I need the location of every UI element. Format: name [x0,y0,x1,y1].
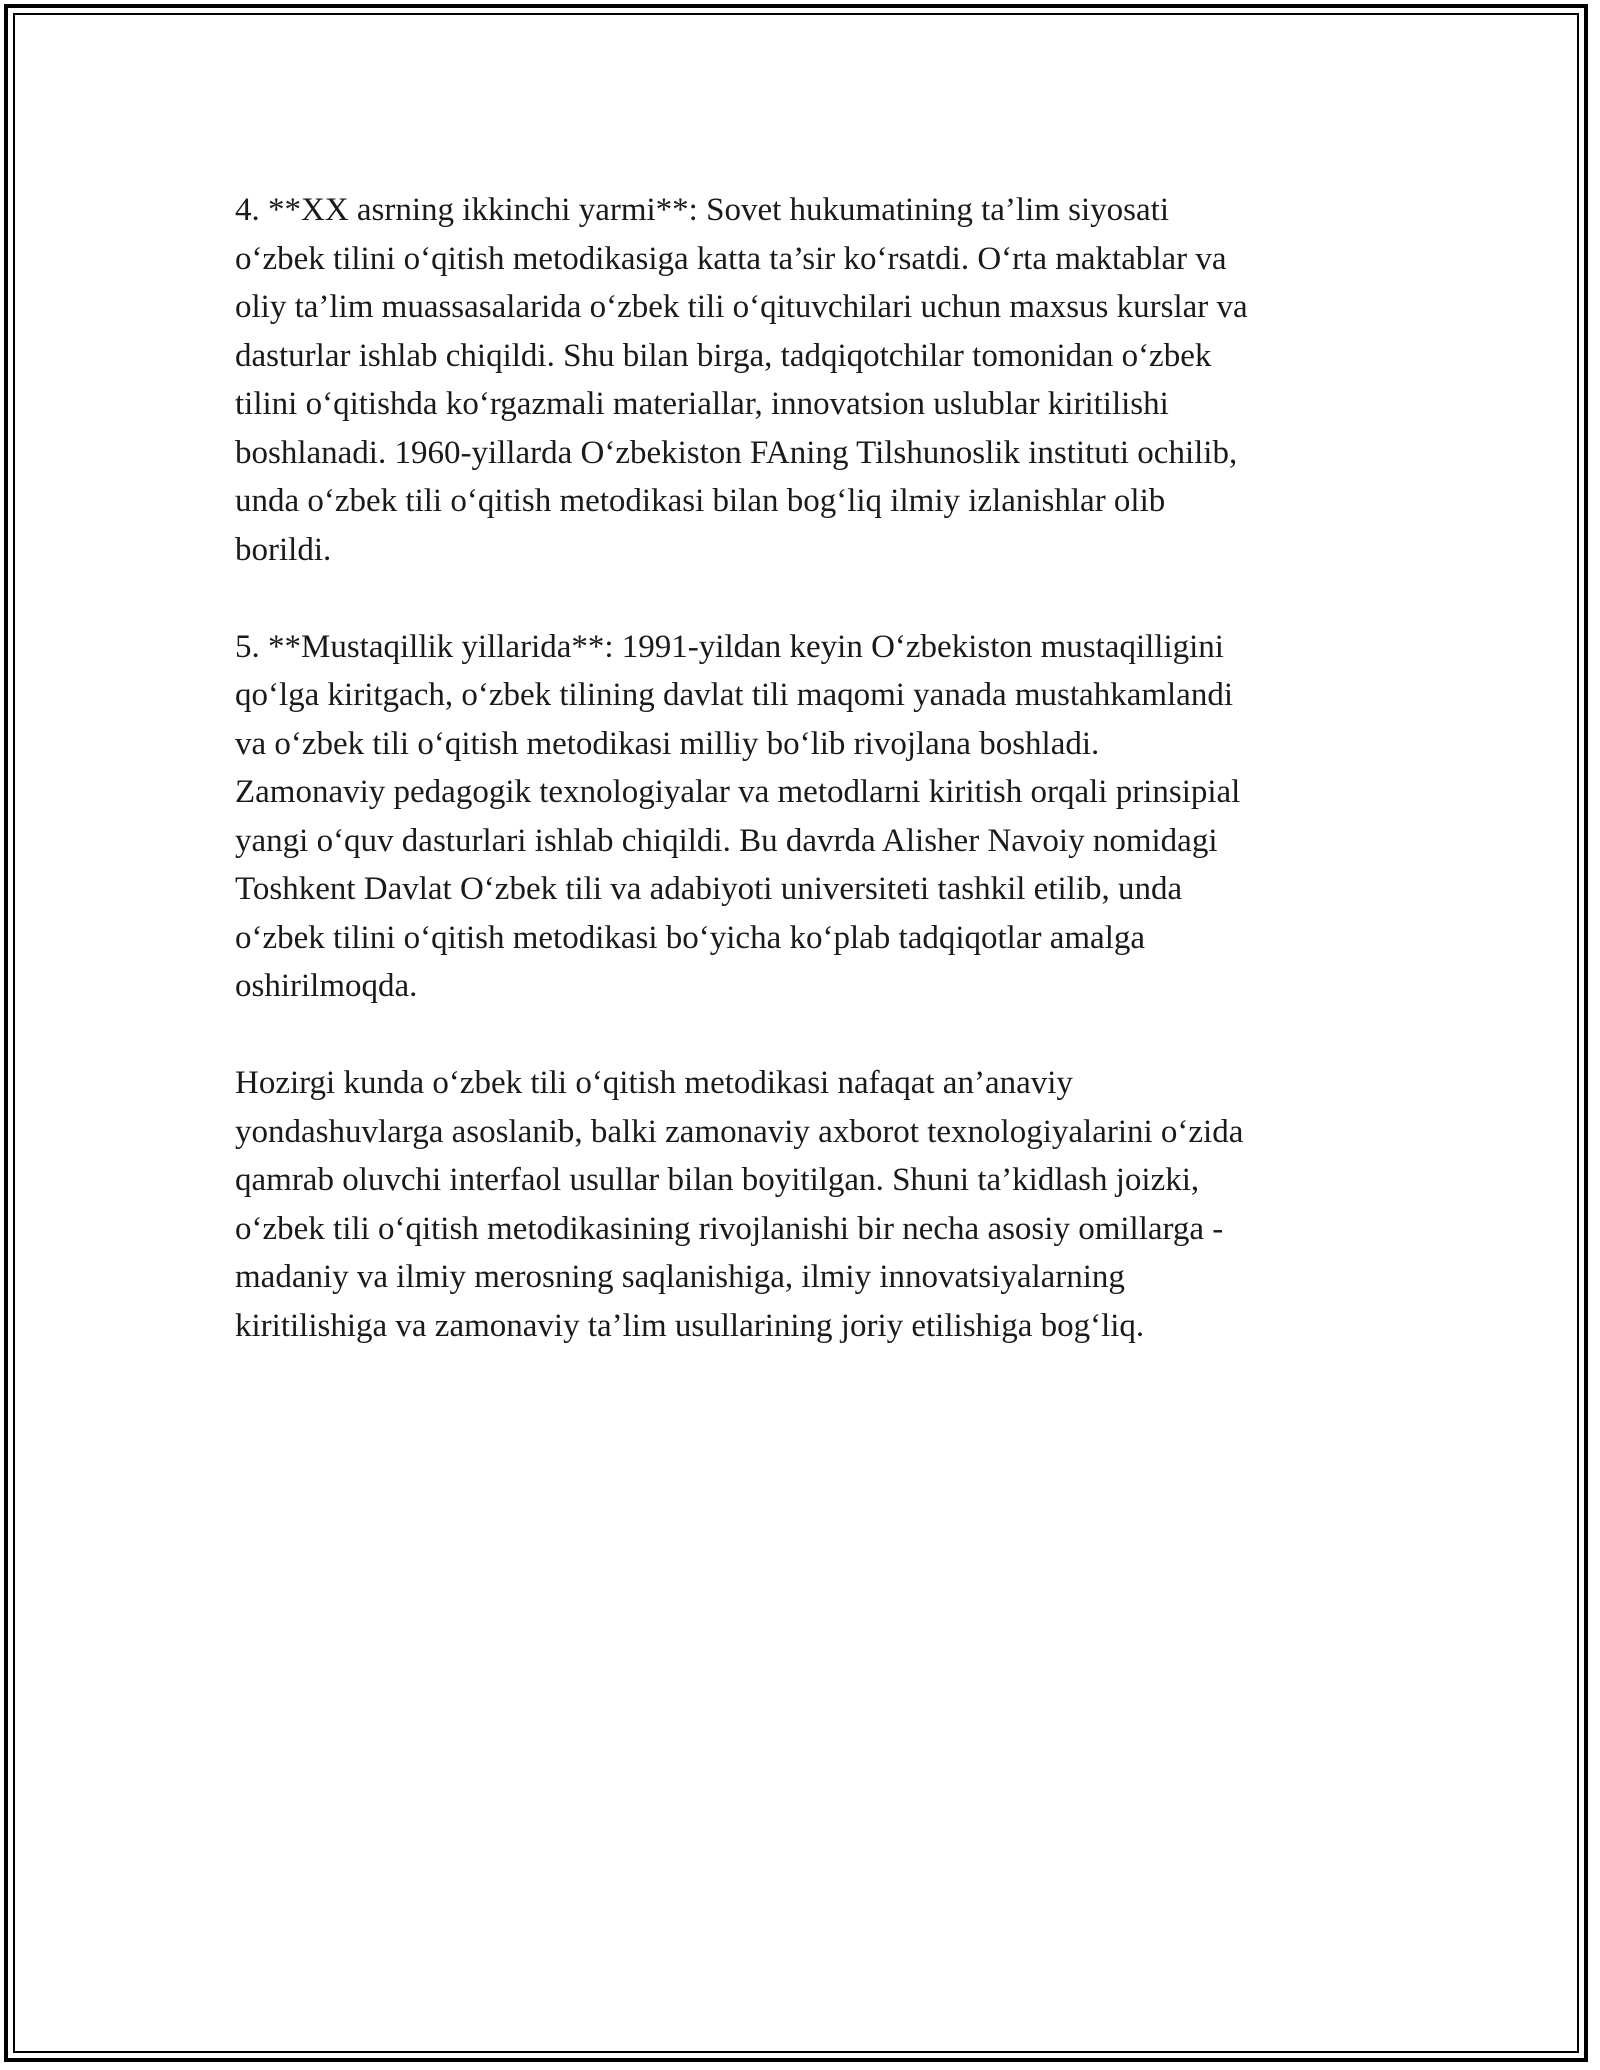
text-line: tilini o‘qitishda ko‘rgazmali materiallar, innovatsion uslublar kiritilishi [235,386,1169,422]
text-line: 4. **XX asrning ikkinchi yarmi**: Sovet hukumatining ta’lim siyosati [235,192,1169,228]
text-line: madaniy va ilmiy merosning saqlanishiga, ilmiy innovatsiyalarning [235,1259,1125,1295]
text-line: dasturlar ishlab chiqildi. Shu bilan birga, tadqiqotchilar tomonidan o‘zbek [235,337,1212,374]
text-line: o‘zbek tilini o‘qitish metodikasi bo‘yicha ko‘plab tadqiqotlar amalga [235,919,1146,956]
paragraph-4 [235,186,1375,574]
text-line: borildi. [235,531,332,568]
document-body [235,186,1375,1399]
paragraph-conclusion [235,1059,1375,1350]
text-line: kiritilishiga va zamonaviy ta’lim usullarining joriy etilishiga bog‘liq. [235,1307,1145,1344]
paragraph-5 [235,623,1375,1011]
text-line: oshirilmoqda. [235,968,418,1004]
text-line: o‘zbek tili o‘qitish metodikasining rivojlanishi bir necha asosiy omillarga - [235,1210,1224,1247]
text-line: qamrab oluvchi interfaol usullar bilan boyitilgan. Shuni ta’kidlash joizki, [235,1162,1200,1198]
text-line: qo‘lga kiritgach, o‘zbek tilining davlat tili maqomi yanada mustahkamlandi [235,677,1233,713]
text-line: Toshkent Davlat O‘zbek tili va adabiyoti universiteti tashkil etilib, unda [235,871,1183,907]
text-line: 5. **Mustaqillik yillarida**: 1991-yildan keyin O‘zbekiston mustaqilligini [235,628,1224,665]
text-line: yangi o‘quv dasturlari ishlab chiqildi. Bu davrda Alisher Navoiy nomidagi [235,822,1218,859]
text-line: unda o‘zbek tili o‘qitish metodikasi bilan bog‘liq ilmiy izlanishlar olib [235,483,1166,519]
text-line: oliy ta’lim muassasalarida o‘zbek tili o‘qituvchilari uchun maxsus kurslar va [235,289,1248,325]
text-line: Zamonaviy pedagogik texnologiyalar va metodlarni kiritish orqali prinsipial [235,774,1241,810]
text-line: va o‘zbek tili o‘qitish metodikasi milliy bo‘lib rivojlana boshladi. [235,725,1100,762]
text-line: yondashuvlarga asoslanib, balki zamonaviy axborot texnologiyalarini o‘zida [235,1113,1244,1150]
text-line: o‘zbek tilini o‘qitish metodikasiga katta ta’sir ko‘rsatdi. O‘rta maktablar va [235,240,1227,277]
text-line: Hozirgi kunda o‘zbek tili o‘qitish metodikasi nafaqat an’anaviy [235,1065,1073,1101]
text-line: boshlanadi. 1960-yillarda O‘zbekiston FAning Tilshunoslik instituti ochilib, [235,434,1238,471]
